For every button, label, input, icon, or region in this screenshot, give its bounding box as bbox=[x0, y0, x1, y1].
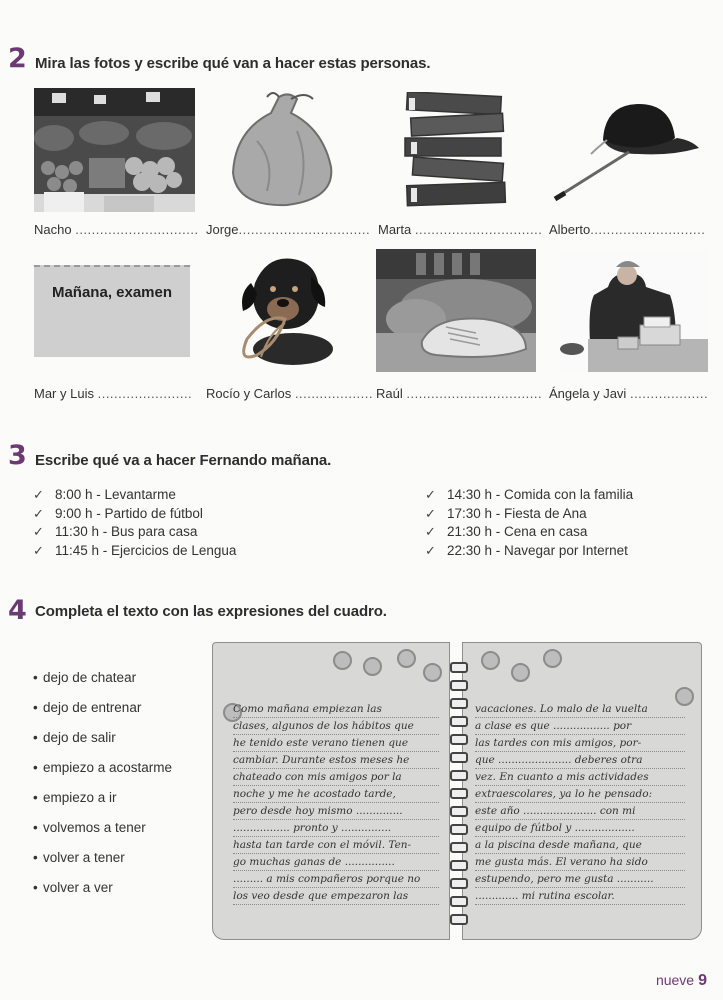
caption-angela-y-javi: Ángela y Javi ................... bbox=[549, 386, 709, 401]
puppy-image bbox=[227, 253, 339, 371]
expression-item: • volver a tener bbox=[33, 850, 125, 865]
flower-icon bbox=[481, 651, 500, 670]
schedule-item: ✓ 14:30 h - Comida con la familia bbox=[425, 487, 634, 503]
flower-icon bbox=[363, 657, 382, 676]
exercise-3-title: Escribe qué va a hacer Fernando mañana. bbox=[35, 452, 332, 469]
expression-item: • empiezo a ir bbox=[33, 790, 117, 805]
expression-item: • dejo de entrenar bbox=[33, 700, 142, 715]
note-image bbox=[34, 265, 190, 357]
caption-marta: Marta ............................... bbox=[378, 222, 543, 237]
expression-item: • dejo de chatear bbox=[33, 670, 137, 685]
caption-alberto: Alberto............................ bbox=[549, 222, 706, 237]
caption-rocio-y-carlos: Rocío y Carlos ................... bbox=[206, 386, 373, 401]
caption-mar-y-luis: Mar y Luis ....................... bbox=[34, 386, 193, 401]
notebook-right-page bbox=[462, 642, 702, 940]
books-image bbox=[401, 92, 510, 209]
exercise-2-title: Mira las fotos y escribe qué van a hacer estas personas. bbox=[35, 55, 431, 72]
schedule-item: ✓ 17:30 h - Fiesta de Ana bbox=[425, 505, 587, 522]
bag-image bbox=[227, 91, 339, 209]
notebook-right-text: vacaciones. Lo malo de la vuelta a clase es que ................. por las tardes con mis amigos, por- que ...................... deberes otra vez. En cuanto a mis actividades extraescolares, ya lo he pensado: este año ...................... con mi equipo de fútbol y .................. a la piscina desde mañana, que me gusta más. El verano ha sido estupendo, pero me gusta ........... ............. mi rutina escolar. bbox=[475, 701, 685, 905]
check-icon: ✓ bbox=[33, 488, 44, 503]
page-word: nueve bbox=[655, 972, 695, 988]
check-icon: ✓ bbox=[425, 488, 436, 503]
exercise-4-number: 4 bbox=[8, 595, 27, 626]
expression-item: • dejo de salir bbox=[33, 730, 116, 745]
schedule-item: ✓ 11:30 h - Bus para casa bbox=[33, 524, 198, 540]
flower-icon bbox=[543, 649, 562, 668]
check-icon: ✓ bbox=[33, 525, 44, 540]
messy-clothes-image bbox=[376, 249, 536, 372]
schedule-right bbox=[425, 487, 633, 561]
note-text: Mañana, examen bbox=[51, 284, 173, 301]
riding-hat-image bbox=[551, 96, 707, 206]
cashier-image bbox=[560, 251, 708, 372]
schedule-item: ✓ 8:00 h - Levantarme bbox=[33, 487, 176, 503]
check-icon: ✓ bbox=[425, 543, 436, 559]
check-icon: ✓ bbox=[33, 543, 44, 559]
notebook-left-page bbox=[212, 642, 450, 940]
check-icon: ✓ bbox=[33, 506, 44, 522]
caption-jorge: Jorge................................ bbox=[206, 222, 371, 237]
exercise-4-title: Completa el texto con las expresiones del cuadro. bbox=[35, 603, 387, 620]
schedule-item: ✓ 21:30 h - Cena en casa bbox=[425, 524, 588, 540]
notebook bbox=[212, 642, 702, 944]
exercise-3-number: 3 bbox=[8, 440, 27, 471]
check-icon: ✓ bbox=[425, 506, 436, 522]
flower-icon bbox=[397, 649, 416, 668]
expressions-box bbox=[33, 670, 172, 910]
page-number: 9 bbox=[698, 972, 707, 989]
market-stall-image bbox=[34, 88, 195, 212]
exercise-2-number: 2 bbox=[8, 43, 27, 74]
expression-item: • volver a ver bbox=[33, 880, 113, 895]
flower-icon bbox=[333, 651, 352, 670]
page-footer bbox=[656, 972, 707, 990]
flower-icon bbox=[423, 663, 442, 682]
notebook-left-text: Como mañana empiezan las clases, algunos de los hábitos que he tenido este verano tienen que cambiar. Durante estos meses he chateado con mis amigos por la noche y me he acostado tarde, pero desde hoy mismo .............. ................. pronto y ............... hasta tan tarde con el móvil. Ten- go muchas ganas de ............... ......... a mis compañeros porque no los veo desde que empezaron las bbox=[233, 701, 439, 905]
caption-nacho: Nacho .............................. bbox=[34, 222, 199, 237]
schedule-left bbox=[33, 487, 236, 561]
expression-item: • empiezo a acostarme bbox=[33, 760, 173, 775]
expression-item: • volvemos a tener bbox=[33, 820, 146, 835]
schedule-item: ✓ 22:30 h - Navegar por Internet bbox=[425, 542, 628, 559]
check-icon: ✓ bbox=[425, 525, 436, 540]
schedule-item: ✓ 11:45 h - Ejercicios de Lengua bbox=[33, 542, 237, 559]
flower-icon bbox=[511, 663, 530, 682]
caption-raul: Raúl ................................. bbox=[376, 386, 543, 401]
schedule-item: ✓ 9:00 h - Partido de fútbol bbox=[33, 505, 203, 522]
